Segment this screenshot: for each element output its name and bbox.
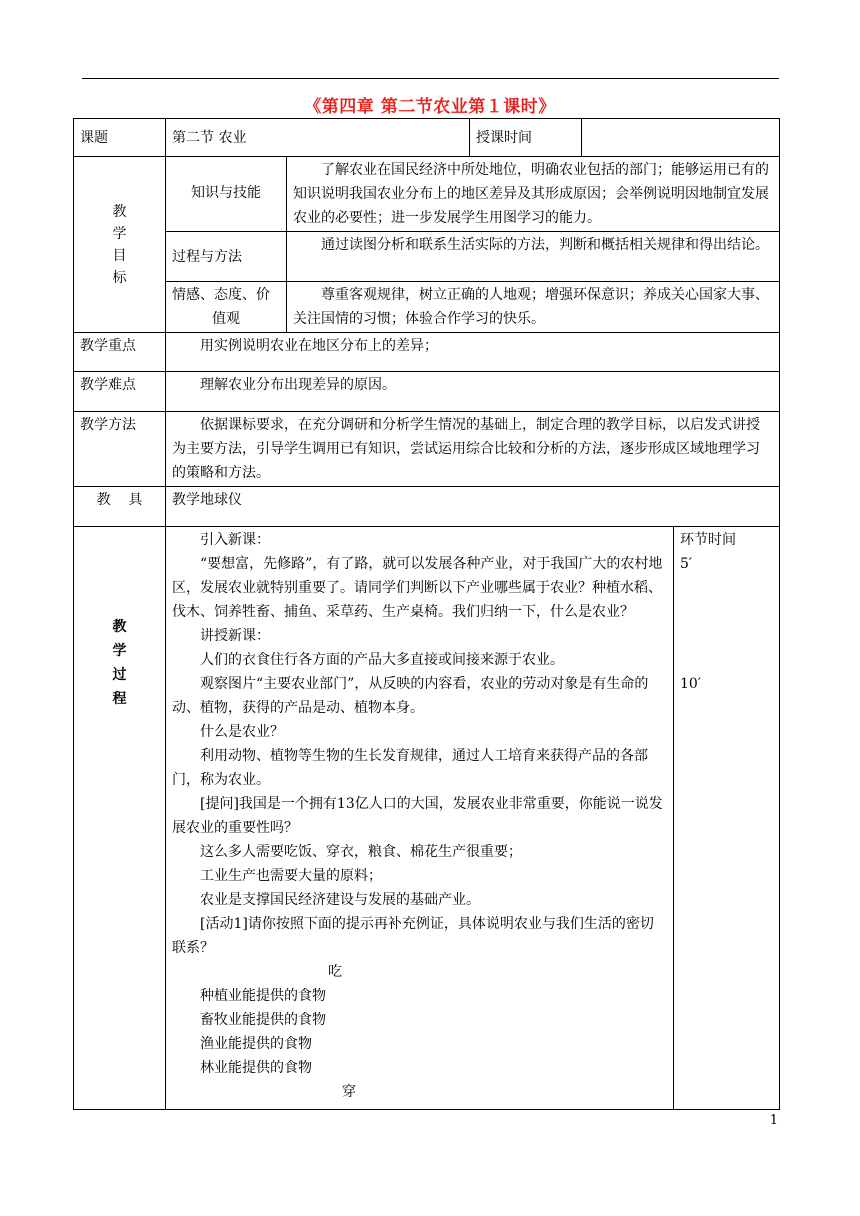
tools-label: 教 具 — [74, 487, 166, 527]
process-paragraph: [提问]我国是一个拥有13亿人口的大国，发展农业非常重要，你能说一说发展农业的重要性吗？ — [172, 796, 663, 836]
method-row — [74, 412, 780, 487]
eat-heading: 吃 — [328, 964, 342, 980]
eat-item: 种植业能提供的食物 — [200, 988, 326, 1004]
objective-row-knowledge — [74, 157, 780, 232]
process-paragraph: [活动1]请你按照下面的提示再补充例证，具体说明农业与我们生活的密切联系？ — [172, 916, 654, 956]
process-paragraph: 这么多人需要吃饭、穿衣，粮食、棉花生产很重要； — [200, 844, 522, 860]
objective-label-attitude: 情感、态度、价 值观 — [166, 282, 287, 333]
objective-row-attitude — [74, 282, 780, 333]
key-point-label: 教学重点 — [74, 333, 166, 372]
lesson-plan-table — [73, 118, 780, 1110]
objective-label-knowledge: 知识与技能 — [166, 157, 287, 232]
lesson-label: 课题 — [74, 119, 166, 157]
teaching-time-value — [582, 119, 780, 157]
document-title: 《第四章 第二节农业第１课时》 — [304, 97, 556, 117]
process-paragraph: 工业生产也需要大量的原料； — [200, 868, 382, 884]
page-number: 1 — [769, 1113, 778, 1128]
difficulty-label: 教学难点 — [74, 372, 166, 412]
teaching-time-label: 授课时间 — [470, 119, 582, 157]
process-paragraph: 什么是农业？ — [200, 724, 284, 740]
eat-item: 渔业能提供的食物 — [200, 1036, 312, 1052]
objective-label-process: 过程与方法 — [166, 232, 287, 282]
difficulty-text: 理解农业分布出现差异的原因。 — [166, 372, 780, 412]
header-rule — [82, 78, 779, 79]
process-paragraph: 观察图片“主要农业部门”，从反映的内容看，农业的劳动对象是有生命的动、植物，获得的产品是动、植物本身。 — [172, 676, 649, 716]
process-time-column — [674, 527, 780, 1110]
process-label: 教 学 过 程 — [74, 527, 166, 1110]
eat-item: 林业能提供的食物 — [200, 1060, 312, 1076]
process-paragraph: 引入新课： — [200, 532, 270, 548]
time-header: 环节时间 — [680, 532, 737, 548]
process-row — [74, 527, 780, 1110]
process-paragraph: 人们的衣食住行各方面的产品大多直接或间接来源于农业。 — [200, 652, 564, 668]
process-content — [166, 527, 674, 1110]
lesson-title-row — [74, 119, 780, 157]
process-paragraph: “要想富，先修路”，有了路，就可以发展各种产业，对于我国广大的农村地区，发展农业就特别重要了。请同学们判断以下产业哪些属于农业？种植水稻、伐木、饲养牲畜、捕鱼、采草药、生产桌椅。我们归纳一下，什么是农业？ — [172, 556, 663, 620]
tools-text: 教学地球仪 — [166, 487, 780, 527]
objective-row-process — [74, 232, 780, 282]
objective-text-process: 通过读图分析和联系生活实际的方法，判断和概括相关规律和得出结论。 — [287, 232, 780, 282]
difficulty-row — [74, 372, 780, 412]
objective-text-attitude: 尊重客观规律，树立正确的人地观；增强环保意识；养成关心国家大事、关注国情的习惯；体验合作学习的快乐。 — [287, 282, 780, 333]
process-paragraph: 农业是支撑国民经济建设与发展的基础产业。 — [200, 892, 480, 908]
wear-heading: 穿 — [342, 1084, 356, 1100]
tools-row — [74, 487, 780, 527]
eat-item: 畜牧业能提供的食物 — [200, 1012, 326, 1028]
time-value: 10′ — [680, 676, 702, 692]
method-text: 依据课标要求，在充分调研和分析学生情况的基础上，制定合理的教学目标，以启发式讲授为主要方法，引导学生调用已有知识，尝试运用综合比较和分析的方法，逐步形成区域地理学习的策略和方法。 — [166, 412, 780, 487]
objectives-group-label: 教 学 目 标 — [74, 157, 166, 333]
process-paragraph: 利用动物、植物等生物的生长发育规律，通过人工培育来获得产品的各部门，称为农业。 — [172, 748, 648, 788]
key-point-row — [74, 333, 780, 372]
method-label: 教学方法 — [74, 412, 166, 487]
lesson-value: 第二节 农业 — [166, 119, 470, 157]
objective-text-knowledge: 了解农业在国民经济中所处地位，明确农业包括的部门；能够运用已有的知识说明我国农业分布上的地区差异及其形成原因；会举例说明因地制宜发展农业的必要性；进一步发展学生用图学习的能力。 — [287, 157, 780, 232]
key-point-text: 用实例说明农业在地区分布上的差异； — [166, 333, 780, 372]
process-paragraph: 讲授新课： — [200, 628, 270, 644]
time-value: 5′ — [680, 556, 693, 572]
